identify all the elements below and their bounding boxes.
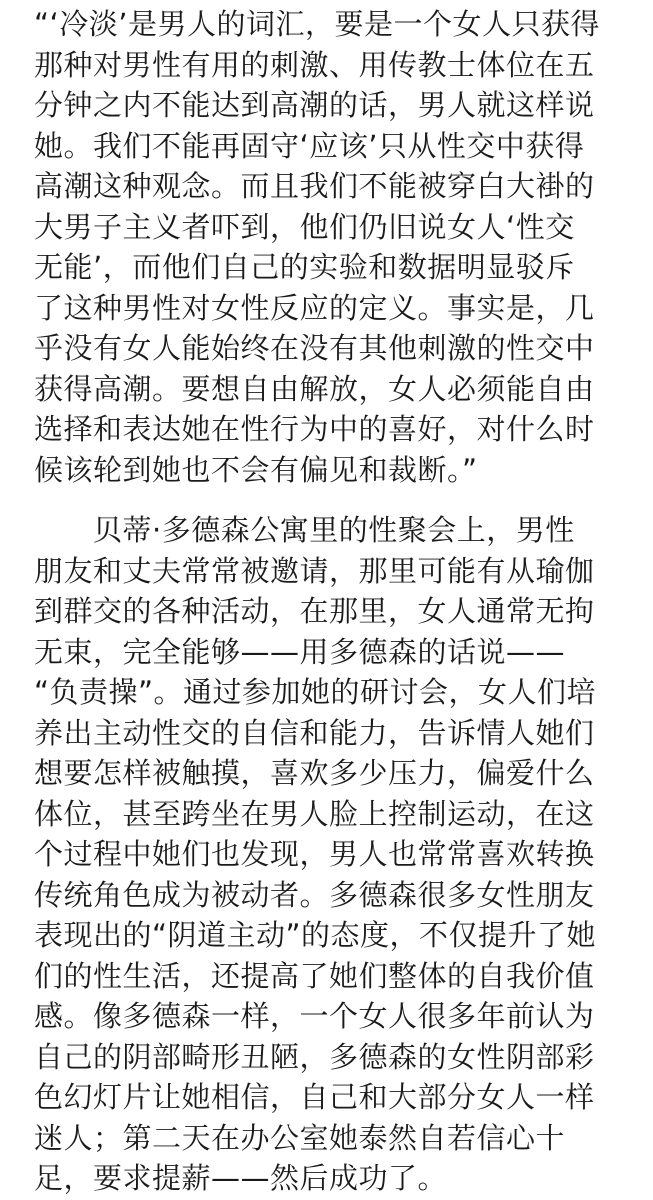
paragraph-1-line-10: 获得高潮。要想自由解放，女人必须能自由 [34, 371, 595, 406]
paragraph-1-line-3: 分钟之内不能达到高潮的话，男人就这样说 [34, 88, 595, 122]
paragraph-1-line-2: 那种对男性有用的刺激、用传教士体位在五 [34, 47, 595, 82]
paragraph-1-line-11: 选择和表达她在性行为中的喜好，对什么时 [34, 412, 595, 446]
paragraph-1-line-4: 她。我们不能再固守‘应该’只从性交中获得 [34, 128, 585, 163]
paragraph-2-line-8: 体位，甚至跨坐在男人脸上控制运动，在这 [34, 796, 595, 831]
paragraph-2-line-12: 们的性生活，还提高了她们整体的自我价值 [34, 958, 595, 993]
paragraph-1-line-9: 乎没有女人能始终在没有其他刺激的性交中 [34, 331, 595, 365]
paragraph-2-line-4: 无束，完全能够——用多德森的话说—— [34, 634, 566, 669]
paragraph-2-line-1: 贝蒂·多德森公寓里的性聚会上，男性 [34, 513, 575, 547]
paragraph-1-line-1: “‘冷淡’是男人的词汇，要是一个女人只获得 [34, 7, 600, 41]
paragraph-2-line-9: 个过程中她们也发现，男人也常常喜欢转换 [34, 837, 595, 871]
paragraph-2-line-2: 朋友和丈夫常常被邀请，那里可能有从瑜伽 [34, 553, 595, 588]
paragraph-2-line-3: 到群交的各种活动，在那里，女人通常无拘 [34, 594, 595, 628]
paragraph-2-line-16: 迷人；第二天在办公室她泰然自若信心十 [34, 1120, 566, 1155]
paragraph-1-line-7: 无能’，而他们自己的实验和数据明显驳斥 [34, 250, 575, 284]
paragraph-1-line-12: 候该轮到她也不会有偏见和裁断。” [34, 452, 478, 487]
paragraph-2-line-10: 传统角色成为被动者。多德森很多女性朋友 [34, 877, 595, 912]
paragraph-2-line-6: 养出主动性交的自信和能力，告诉情人她们 [34, 715, 595, 750]
paragraph-2-line-17: 足，要求提薪——然后成功了。 [34, 1161, 448, 1195]
paragraph-2-line-11: 表现出的“阴道主动”的态度，不仅提升了她 [34, 918, 597, 952]
paragraph-1-line-5: 高潮这种观念。而且我们不能被穿白大褂的 [34, 169, 595, 203]
paragraph-1-line-6: 大男子主义者吓到，他们仍旧说女人‘性交 [34, 209, 575, 244]
paragraph-1-line-8: 了这种男性对女性反应的定义。事实是，几 [34, 290, 595, 325]
paragraph-2-line-14: 自己的阴部畸形丑陋，多德森的女性阴部彩 [34, 1039, 595, 1074]
paragraph-2-line-7: 想要怎样被触摸，喜欢多少压力，偏爱什么 [34, 756, 595, 790]
paragraph-2-line-15: 色幻灯片让她相信，自己和大部分女人一样 [34, 1080, 595, 1114]
paragraph-2-line-5: “负责操”。通过参加她的研讨会，女人们培 [34, 675, 597, 709]
paragraph-2-line-13: 感。像多德森一样，一个女人很多年前认为 [34, 999, 595, 1033]
